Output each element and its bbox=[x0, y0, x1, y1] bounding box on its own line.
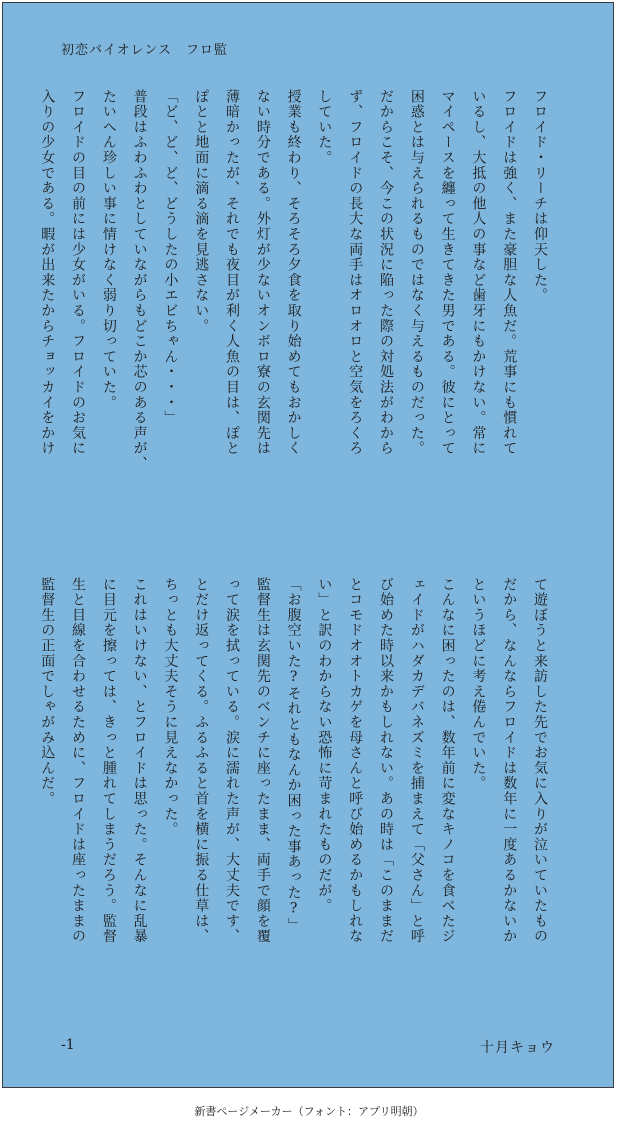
text-line: していた。 bbox=[316, 89, 333, 166]
text-line: び始めた時以来かもしれない。あの時は「このままだ bbox=[378, 577, 395, 945]
text-line: ちっとも大丈夫そうに見えなかった。 bbox=[162, 577, 179, 838]
text-line: ない時分である。外灯が少ないオンボロ寮の玄関先は bbox=[254, 89, 271, 457]
page-number: -1 bbox=[61, 1037, 75, 1053]
book-page bbox=[2, 2, 614, 1088]
text-block-bottom bbox=[39, 577, 555, 997]
text-line: 監督生は玄関先のベンチに座ったまま、両手で顔を覆 bbox=[254, 577, 271, 945]
text-line: これはいけない、とフロイドは思った。そんなに乱暴 bbox=[131, 577, 148, 945]
text-line: 困惑とは与えられるものではなく与えるものだった。 bbox=[408, 89, 425, 457]
generator-credit: 新書ページメーカー（フォント：アプリ明朝） bbox=[194, 1105, 424, 1118]
text-line: 授業も終わり、そろそろ夕食を取り始めてもおかしく bbox=[285, 89, 302, 457]
text-line: こんなに困ったのは、数年前に変なキノコを食べたジ bbox=[439, 577, 456, 945]
text-line: て遊ぼうと来訪した先でお気に入りが泣いていたもの bbox=[532, 577, 548, 945]
text-line: ぽとと地面に滴る滴を見逃さない。 bbox=[193, 89, 210, 334]
text-line: い」と訳のわからない恐怖に苛まれたものだが。 bbox=[316, 577, 333, 914]
text-line: フロイドの目の前には少女がいる。フロイドのお気に bbox=[70, 89, 87, 457]
text-line: に目元を擦っては、きっと腫れてしまうだろう。監督 bbox=[100, 577, 117, 945]
page-header-title: 初恋バイオレンス フロ監 bbox=[61, 43, 228, 58]
text-line: たいへん珍しい事に情けなく弱り切っていた。 bbox=[100, 89, 117, 411]
text-line: 薄暗かったが、それでも夜目が利く人魚の目は、ぽと bbox=[224, 89, 241, 457]
text-line: だからこそ、今この状況に陥った際の対処法がわから bbox=[378, 89, 395, 457]
text-block-top bbox=[39, 89, 555, 529]
text-line: マイペースを纏って生きてきた男である。彼にとって bbox=[439, 89, 456, 457]
text-line: 生と目線を合わせるために、フロイドは座ったままの bbox=[70, 577, 87, 945]
text-line: って涙を拭っている。涙に濡れた声が、大丈夫です、 bbox=[224, 577, 241, 945]
text-line: というほどに考え倦んでいた。 bbox=[470, 577, 487, 792]
author-name: 十月キョウ bbox=[480, 1040, 555, 1056]
text-line: とコモドオオトカゲを母さんと呼び始めるかもしれな bbox=[347, 577, 364, 945]
text-line: ェイドがハダカデバネズミを捕まえて「父さん」と呼 bbox=[408, 577, 425, 945]
text-line: だから、なんならフロイドは数年に一度あるかないか bbox=[501, 577, 518, 945]
text-line: フロイド・リーチは仰天した。 bbox=[532, 89, 548, 304]
text-line: 入りの少女である。暇が出来たからチョッカイをかけ bbox=[39, 89, 56, 457]
text-line: とだけ返ってくる。ふるふると首を横に振る仕草は、 bbox=[193, 577, 210, 945]
text-line: ず、フロイドの長大な両手はオロオロと空気をろくろ bbox=[347, 89, 364, 457]
text-line: 監督生の正面でしゃがみ込んだ。 bbox=[39, 577, 56, 807]
text-line: 普段はふわふわとしていながらもどこか芯のある声が、 bbox=[131, 89, 148, 472]
text-line: フロイドは強く、また豪胆な人魚だ。荒事にも慣れて bbox=[501, 89, 518, 457]
text-line: いるし、大抵の他人の事など歯牙にもかけない。常に bbox=[470, 89, 487, 457]
text-line: 「ど、ど、ど、どうしたの小エビちゃん・・・」 bbox=[162, 89, 179, 426]
text-line: 「お腹空いた?それともなんか困った事あった?」 bbox=[285, 577, 302, 933]
